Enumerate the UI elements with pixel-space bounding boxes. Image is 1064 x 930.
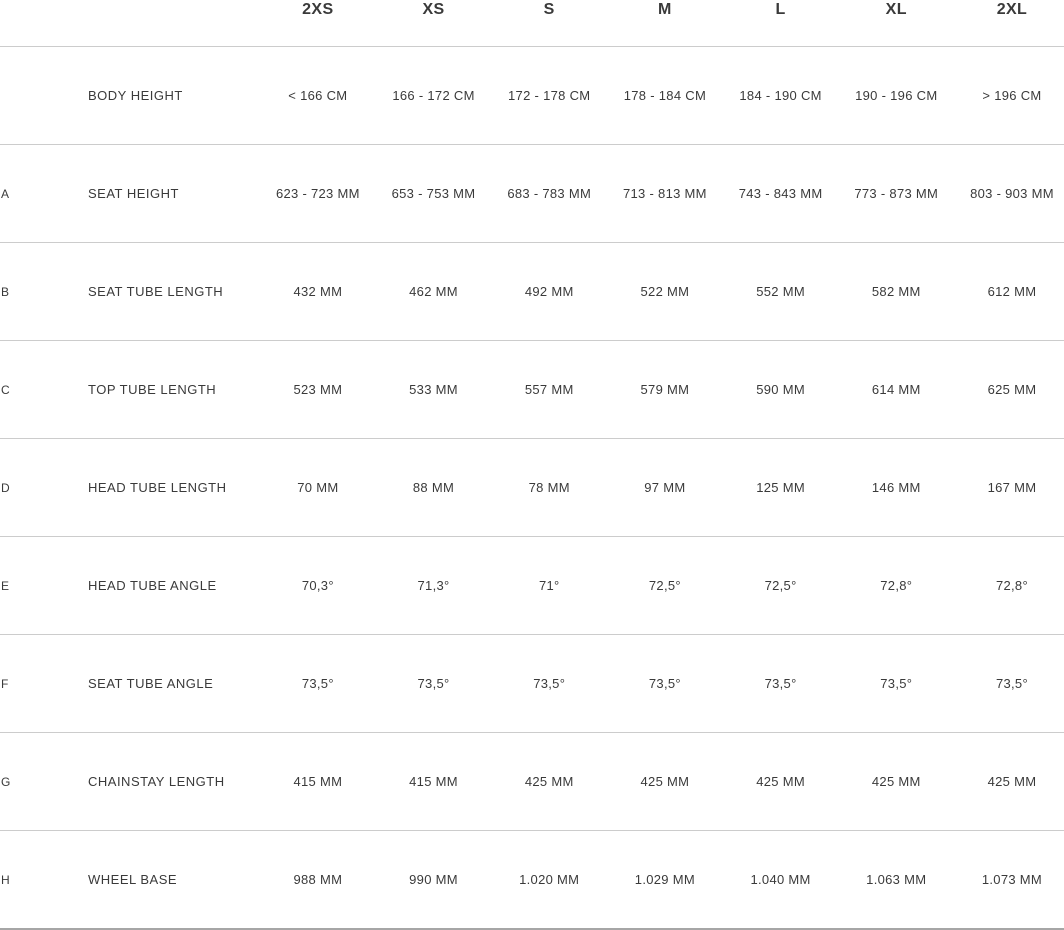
table-row — [0, 341, 1064, 439]
geometry-value-cell: 653 - 753 MM — [391, 186, 476, 201]
geometry-value-cell: 1.029 MM — [634, 872, 695, 887]
geometry-value-cell: 78 MM — [528, 480, 570, 495]
row-letter: F — [1, 676, 9, 691]
geometry-value-cell: 523 MM — [293, 382, 343, 397]
row-label: SEAT TUBE LENGTH — [88, 284, 224, 299]
row-label: CHAINSTAY LENGTH — [88, 774, 225, 789]
geometry-value-cell: 683 - 783 MM — [507, 186, 592, 201]
size-column-header: L — [775, 1, 786, 18]
geometry-value-cell: 71° — [538, 578, 560, 593]
geometry-value-cell: 713 - 813 MM — [623, 186, 707, 201]
geometry-value-cell: 73,5° — [880, 676, 913, 691]
geometry-value-cell: 125 MM — [756, 480, 805, 495]
size-column-header: XS — [422, 1, 445, 18]
geometry-value-cell: 425 MM — [871, 774, 921, 789]
size-column-header: 2XL — [996, 1, 1028, 18]
table-row — [0, 733, 1064, 831]
geometry-value-cell: 614 MM — [871, 382, 921, 397]
geometry-value-cell: 73,5° — [764, 676, 797, 691]
geometry-value-cell: 184 - 190 CM — [739, 88, 822, 103]
geometry-value-cell: 462 MM — [409, 284, 458, 299]
geometry-value-cell: 590 MM — [756, 382, 805, 397]
geometry-value-cell: 73,5° — [301, 676, 334, 691]
geometry-value-cell: 1.020 MM — [519, 872, 580, 887]
geometry-value-cell: 743 - 843 MM — [738, 186, 823, 201]
geometry-value-cell: < 166 CM — [288, 88, 348, 103]
geometry-value-cell: 178 - 184 CM — [623, 88, 707, 103]
geometry-value-cell: 425 MM — [640, 774, 690, 789]
geometry-value-cell: 190 - 196 CM — [855, 88, 938, 103]
geometry-value-cell: 72,8° — [880, 578, 913, 593]
row-label: WHEEL BASE — [88, 872, 178, 887]
size-column-header: M — [658, 1, 672, 18]
geometry-value-cell: 415 MM — [293, 774, 343, 789]
geometry-value-cell: 73,5° — [648, 676, 681, 691]
geometry-value-cell: 582 MM — [871, 284, 921, 299]
row-letter: D — [1, 480, 10, 495]
geometry-value-cell: 73,5° — [417, 676, 450, 691]
row-label: SEAT HEIGHT — [88, 186, 179, 201]
row-letter: H — [1, 872, 10, 887]
geometry-value-cell: 988 MM — [293, 872, 343, 887]
row-label: HEAD TUBE LENGTH — [88, 480, 227, 495]
geometry-value-cell: 425 MM — [756, 774, 805, 789]
row-letter: G — [1, 774, 11, 789]
geometry-value-cell: 146 MM — [871, 480, 921, 495]
geometry-value-cell: 492 MM — [524, 284, 574, 299]
row-label: BODY HEIGHT — [88, 88, 183, 103]
geometry-value-cell: 167 MM — [987, 480, 1037, 495]
row-label: HEAD TUBE ANGLE — [88, 578, 217, 593]
table-row — [0, 243, 1064, 341]
geometry-value-cell: 72,5° — [764, 578, 797, 593]
table-row — [0, 47, 1064, 145]
geometry-value-cell: 552 MM — [756, 284, 805, 299]
size-column-header: S — [543, 1, 555, 18]
geometry-value-cell: 425 MM — [987, 774, 1037, 789]
geometry-value-cell: 97 MM — [644, 480, 686, 495]
geometry-value-cell: 415 MM — [409, 774, 458, 789]
geometry-value-cell: 70 MM — [297, 480, 339, 495]
table-row — [0, 831, 1064, 930]
geometry-value-cell: 172 - 178 CM — [508, 88, 591, 103]
geometry-value-cell: 1.040 MM — [750, 872, 811, 887]
geometry-value-cell: 73,5° — [533, 676, 566, 691]
row-letter: C — [1, 382, 10, 397]
geometry-value-cell: 625 MM — [987, 382, 1037, 397]
table-row — [0, 537, 1064, 635]
geometry-value-cell: 1.063 MM — [866, 872, 927, 887]
row-letter: B — [1, 284, 10, 299]
geometry-value-cell: 533 MM — [409, 382, 458, 397]
row-label: TOP TUBE LENGTH — [88, 382, 217, 397]
geometry-value-cell: 557 MM — [524, 382, 574, 397]
row-letter: E — [1, 578, 10, 593]
geometry-table-body — [0, 47, 1064, 930]
geometry-value-cell: 612 MM — [987, 284, 1037, 299]
table-row — [0, 439, 1064, 537]
geometry-value-cell: 1.073 MM — [981, 872, 1043, 887]
geometry-value-cell: > 196 CM — [982, 88, 1042, 103]
geometry-value-cell: 70,3° — [301, 578, 334, 593]
geometry-value-cell: 166 - 172 CM — [392, 88, 475, 103]
geometry-value-cell: 623 - 723 MM — [275, 186, 360, 201]
geometry-value-cell: 72,5° — [648, 578, 681, 593]
geometry-value-cell: 803 - 903 MM — [970, 186, 1054, 201]
table-row — [0, 635, 1064, 733]
geometry-value-cell: 579 MM — [640, 382, 690, 397]
size-column-header: 2XS — [302, 1, 334, 18]
geometry-value-cell: 88 MM — [412, 480, 455, 495]
geometry-value-cell: 990 MM — [409, 872, 458, 887]
geometry-value-cell: 432 MM — [293, 284, 343, 299]
geometry-value-cell: 72,8° — [995, 578, 1028, 593]
geometry-value-cell: 773 - 873 MM — [854, 186, 939, 201]
row-label: SEAT TUBE ANGLE — [88, 676, 214, 691]
geometry-value-cell: 425 MM — [524, 774, 574, 789]
geometry-value-cell: 73,5° — [995, 676, 1028, 691]
row-letter: A — [1, 186, 10, 201]
size-header-row — [0, 0, 1064, 47]
size-column-header: XL — [885, 1, 907, 18]
geometry-value-cell: 71,3° — [417, 578, 450, 593]
geometry-value-cell: 522 MM — [640, 284, 690, 299]
table-row — [0, 145, 1064, 243]
